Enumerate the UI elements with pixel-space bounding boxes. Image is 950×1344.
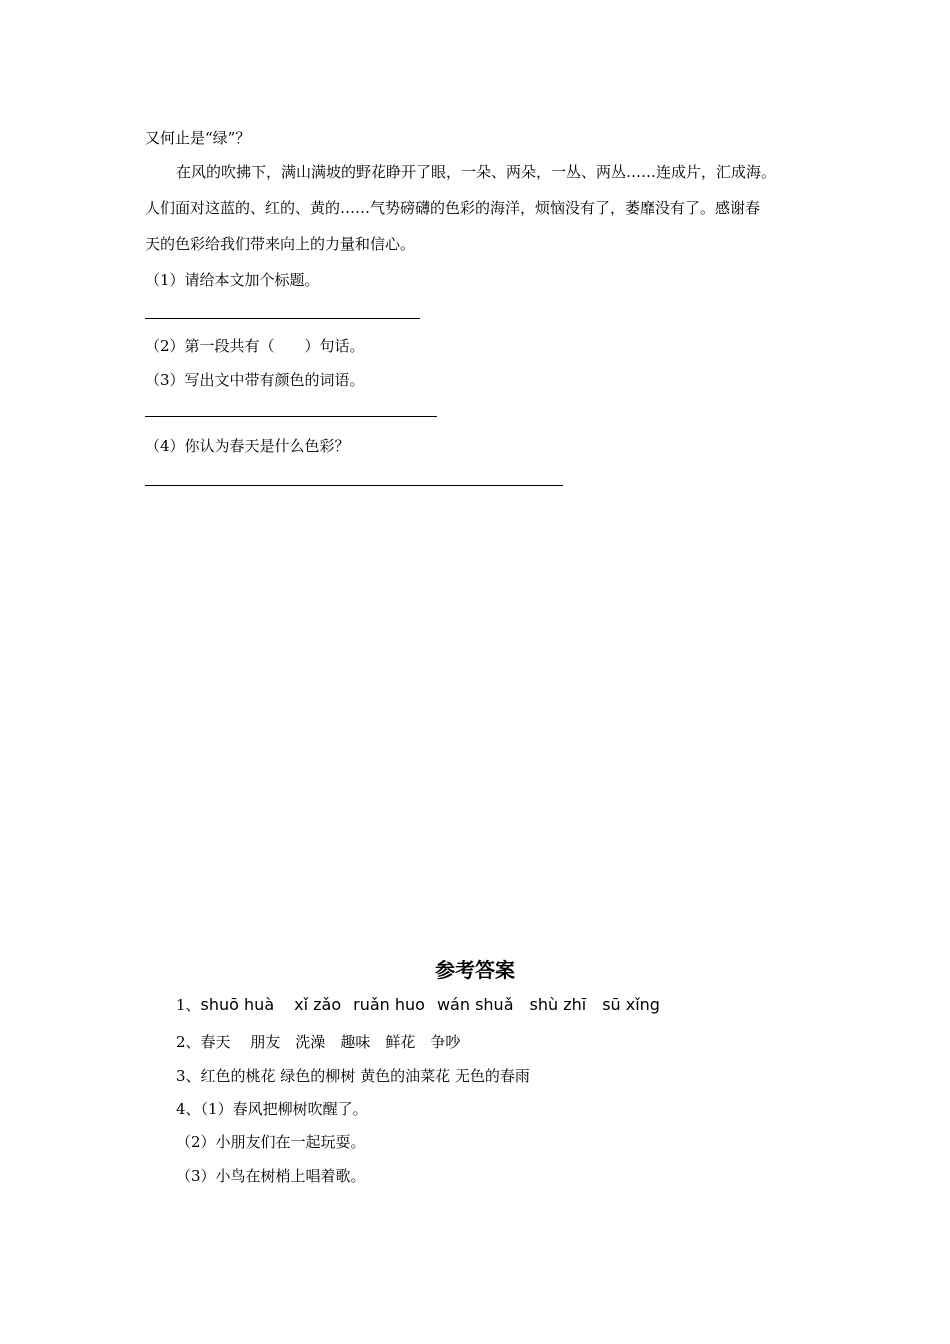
answer-2: 2、春天 朋友 洗澡 趣味 鲜花 争吵	[176, 1033, 461, 1051]
passage-line-1: 又何止是“绿”？	[145, 129, 251, 147]
pinyin-4: wán shuǎ	[436, 995, 514, 1014]
answer-line-4	[145, 485, 563, 486]
question-1: （1）请给本文加个标题。	[145, 271, 320, 289]
question-4: （4）你认为春天是什么色彩？	[145, 437, 350, 455]
answer-3: 3、红色的桃花 绿色的柳树 黄色的油菜花 无色的春雨	[176, 1067, 530, 1085]
pinyin-1: shuō huà	[200, 995, 275, 1014]
answer-1	[176, 995, 660, 1015]
pinyin-3: ruǎn huo	[353, 995, 425, 1014]
answer-4: 4、（1）春风把柳树吹醒了。	[176, 1100, 368, 1118]
answer-line-3	[145, 416, 437, 417]
answer-4-2: （2）小朋友们在一起玩耍。	[176, 1133, 366, 1151]
passage-line-3: 人们面对这蓝的、红的、黄的……气势磅礴的色彩的海洋，烦恼没有了，萎靡没有了。感谢春	[145, 199, 761, 217]
question-3: （3）写出文中带有颜色的词语。	[145, 371, 365, 389]
passage-line-2: 在风的吹拂下，满山满坡的野花睁开了眼，一朵、两朵，一丛、两丛……连成片，汇成海。	[176, 163, 777, 181]
pinyin-5: shù zhī	[529, 995, 587, 1014]
question-2: （2）第一段共有（ ）句话。	[145, 337, 365, 355]
answer-line-1	[145, 318, 420, 319]
pinyin-6: sū xǐng	[602, 995, 660, 1014]
passage-line-4: 天的色彩给我们带来向上的力量和信心。	[145, 235, 416, 253]
answers-title: 参考答案	[435, 958, 515, 982]
answer-4-3: （3）小鸟在树梢上唱着歌。	[176, 1167, 366, 1185]
pinyin-2: xǐ zǎo	[294, 995, 342, 1014]
answer-1-prefix: 1、	[176, 996, 201, 1014]
